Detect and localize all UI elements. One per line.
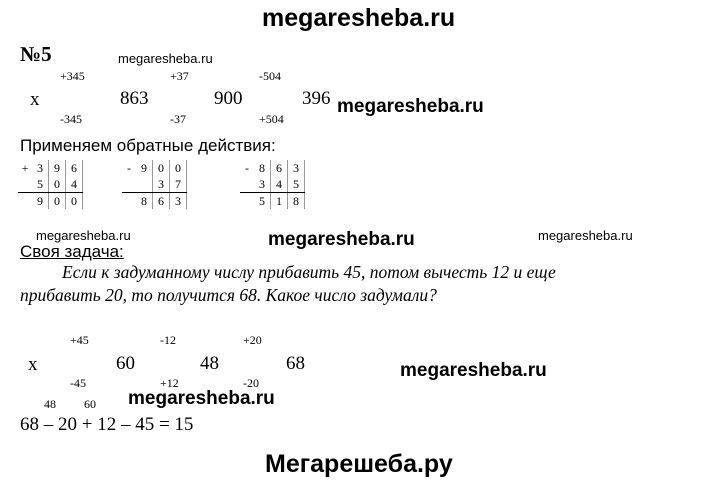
chain2-start: x [28,354,38,375]
digit: 6 [153,193,170,210]
small-label-48: 48 [44,397,56,411]
digit: 8 [254,160,271,176]
small-label-60: 60 [84,397,96,411]
chain2-value-3: 68 [286,353,305,374]
digit: 1 [271,193,288,210]
column-calc-3 [240,160,305,209]
digit: 9 [32,193,49,210]
chain1-value-2: 900 [214,88,243,109]
task-text-line-2: прибавить 20, то получится 68. Какое число задумали? [20,285,437,305]
digit: 6 [271,160,288,176]
chain2-below-1: -45 [70,376,86,390]
chain1-below-2: -37 [170,112,186,126]
chain2-above-1: +45 [70,333,89,347]
digit: 3 [288,160,305,176]
problem-number: №5 [20,42,52,66]
chain2-below-2: +12 [160,376,179,390]
digit: 0 [49,176,66,193]
chain1-start: x [30,89,40,110]
task-text-line-1: Если к задуманному числу прибавить 45, потом вычесть 12 и еще [62,262,556,282]
col2-sign: - [127,160,131,175]
digit: 8 [136,193,153,210]
digit: 5 [288,176,305,193]
watermark-small-right: megaresheba.ru [538,228,633,243]
watermark-mid-3: megaresheba.ru [400,360,547,381]
chain1-below-3: +504 [259,112,284,126]
watermark-bottom: Мегарешеба.ру [265,450,453,478]
chain2-value-1: 60 [116,353,135,374]
digit: 4 [66,176,83,193]
digit: 0 [66,193,83,210]
watermark-mid-1: megaresheba.ru [337,96,484,117]
equation: 68 – 20 + 12 – 45 = 15 [20,414,194,435]
digit: 9 [49,160,66,176]
chain1-below-1: -345 [60,112,82,126]
chain2-above-2: -12 [160,333,176,347]
digit: 7 [170,176,187,193]
watermark-small-left: megaresheba.ru [36,228,131,243]
digit: 3 [170,193,187,210]
digit: 9 [136,160,153,176]
watermark-mid-2: megaresheba.ru [268,229,415,250]
chain2-above-3: +20 [243,333,262,347]
watermark-top: megaresheba.ru [262,4,456,32]
digit: 0 [170,160,187,176]
reverse-operations-label: Применяем обратные действия: [20,136,276,155]
chain1-above-3: -504 [259,69,281,83]
chain1-value-3: 396 [302,88,331,109]
chain1-above-2: +37 [170,69,189,83]
col1-sign: + [21,160,29,175]
digit: 0 [49,193,66,210]
own-task-label: Своя задача: [20,242,124,261]
col3-sign: - [245,160,249,175]
column-calc-2 [122,160,187,209]
watermark-small: megaresheba.ru [118,51,213,66]
digit: 3 [153,176,170,193]
chain2-value-2: 48 [200,353,219,374]
chain1-above-1: +345 [60,69,85,83]
digit: 6 [66,160,83,176]
chain2-below-3: -20 [243,376,259,390]
chain1-value-1: 863 [120,88,149,109]
digit: 5 [254,193,271,210]
digit: 4 [271,176,288,193]
digit: 3 [254,176,271,193]
digit: 5 [32,176,49,193]
watermark-mid-4: megaresheba.ru [128,388,275,409]
digit [136,176,153,193]
digit: 0 [153,160,170,176]
digit: 3 [32,160,49,176]
column-calc-1 [18,160,83,209]
digit: 8 [288,193,305,210]
